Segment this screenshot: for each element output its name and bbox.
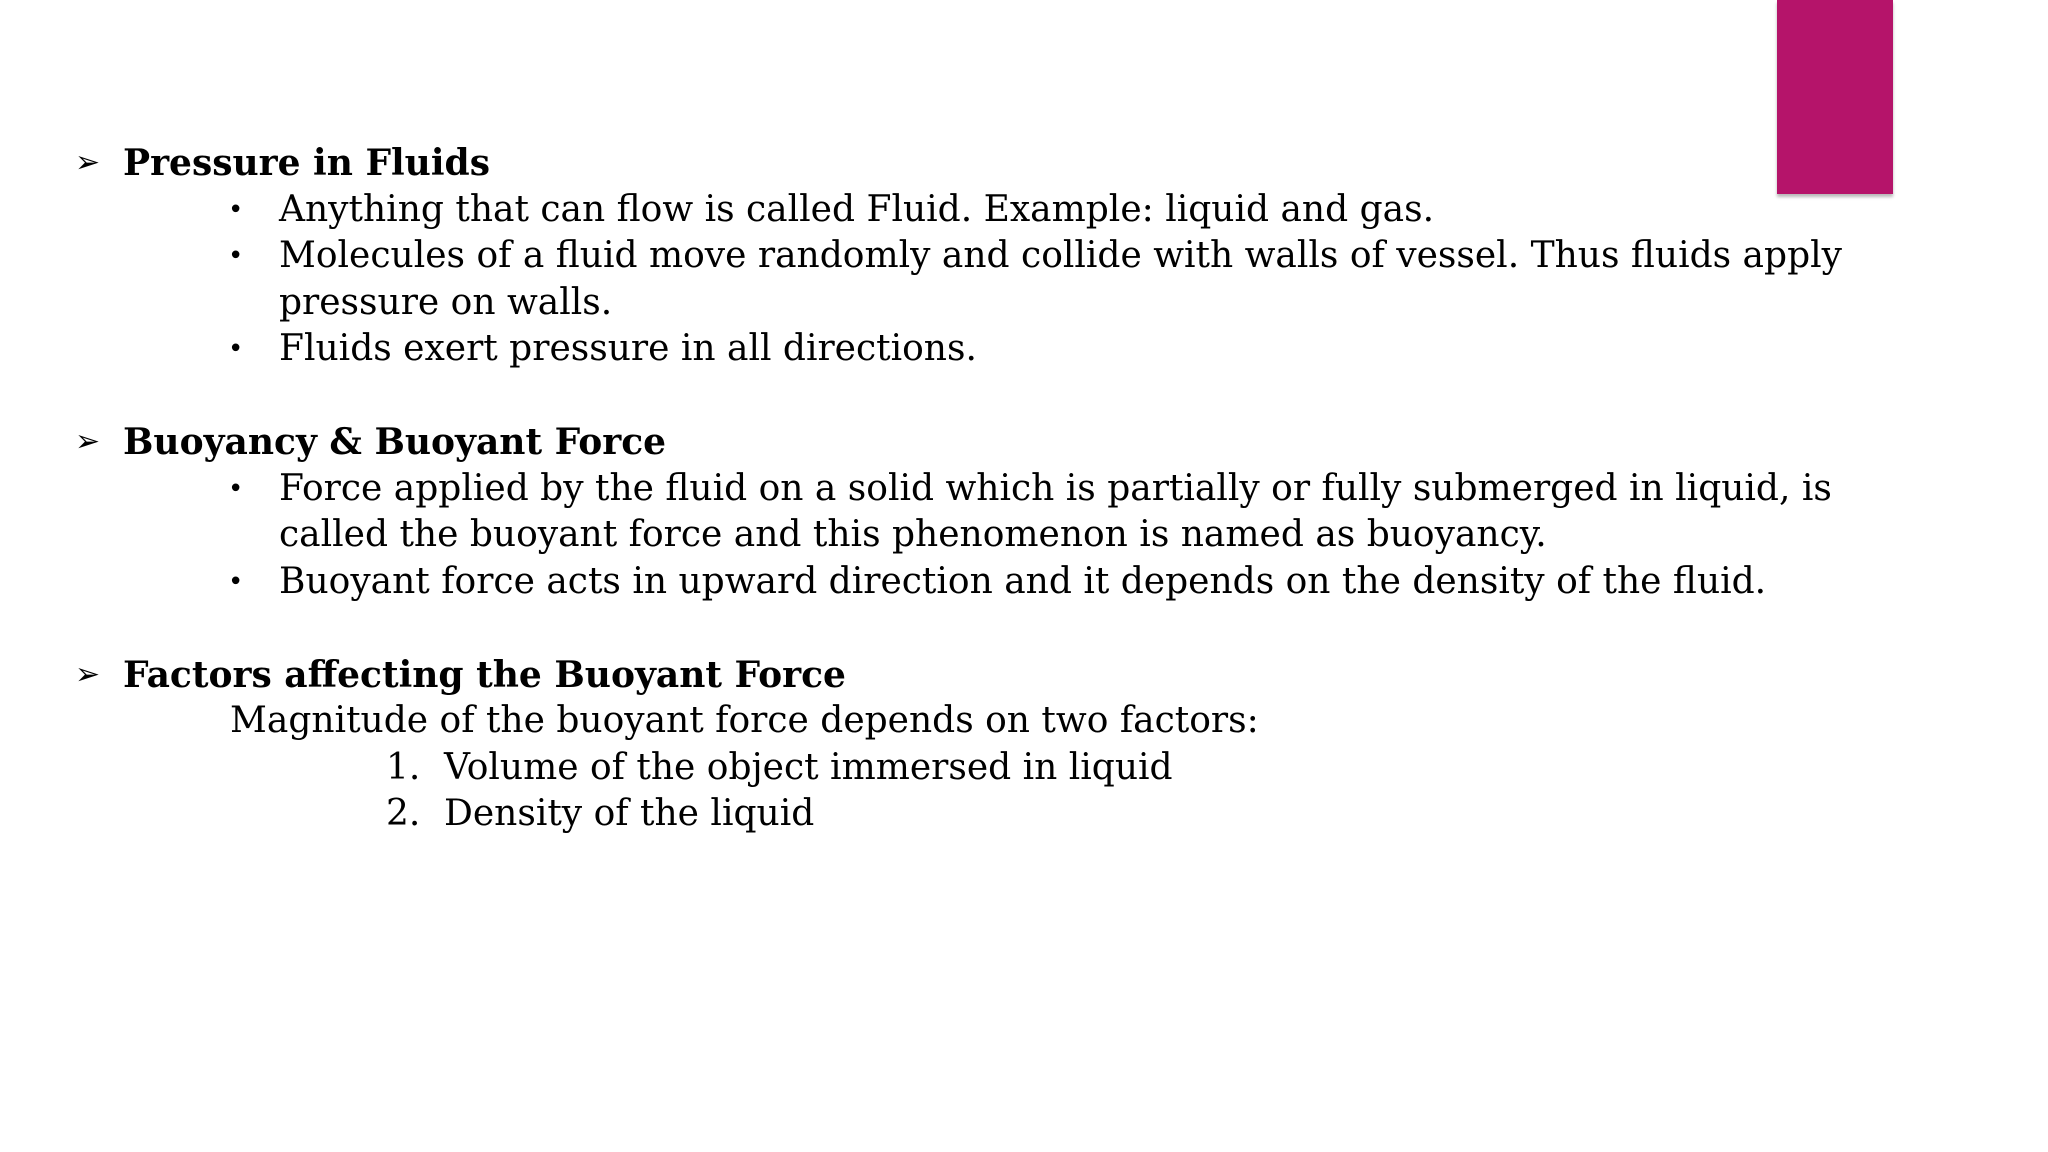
list-item-text: Force applied by the fluid on a solid which is partially or fully submerged in liquid, is called the buoyant force and this phenomenon is named as buoyancy. <box>279 467 1832 555</box>
bullet-dot-icon: • <box>228 334 244 364</box>
list-number: 1. <box>386 746 421 788</box>
arrowhead-icon: ➢ <box>75 424 101 459</box>
arrowhead-icon: ➢ <box>75 145 101 180</box>
arrowhead-icon: ➢ <box>75 656 101 692</box>
section-heading: Buoyancy & Buoyant Force <box>123 421 667 463</box>
list-item-text: Buoyant force acts in upward direction and it depends on the density of the fluid. <box>279 560 1767 602</box>
section-heading: Pressure in Fluids <box>123 142 490 184</box>
numbered-list-item <box>0 745 2048 792</box>
list-item-text: Anything that can flow is called Fluid. Example: liquid and gas. <box>279 188 1435 230</box>
bullet-dot-icon: • <box>228 194 244 225</box>
section-heading-row <box>0 419 2048 466</box>
bullet-dot-icon: • <box>228 566 244 597</box>
list-item <box>0 466 2048 559</box>
section-heading: Factors affecting the Buoyant Force <box>123 653 846 696</box>
list-item <box>0 233 2048 326</box>
section-pressure-in-fluids <box>0 140 2048 373</box>
list-item <box>0 559 2048 606</box>
list-number: 2. <box>386 793 421 834</box>
list-item-text: Molecules of a fluid move randomly and collide with walls of vessel. Thus fluids apply pressure on walls. <box>279 235 1842 323</box>
slide-content <box>0 140 2048 884</box>
section-heading-row <box>0 140 2048 187</box>
section-intro-text: Magnitude of the buoyant force depends on two factors: <box>230 700 1259 741</box>
bullet-dot-icon: • <box>228 241 244 271</box>
list-item-text: Volume of the object immersed in liquid <box>444 746 1173 788</box>
section-factors <box>0 652 2048 838</box>
section-heading-row <box>0 652 2048 699</box>
list-item <box>0 187 2048 234</box>
numbered-list-item <box>0 791 2048 838</box>
bullet-dot-icon: • <box>228 473 244 504</box>
list-item-text: Fluids exert pressure in all directions. <box>279 328 977 369</box>
list-item-text: Density of the liquid <box>444 793 815 834</box>
list-item <box>0 326 2048 373</box>
section-buoyancy <box>0 419 2048 605</box>
